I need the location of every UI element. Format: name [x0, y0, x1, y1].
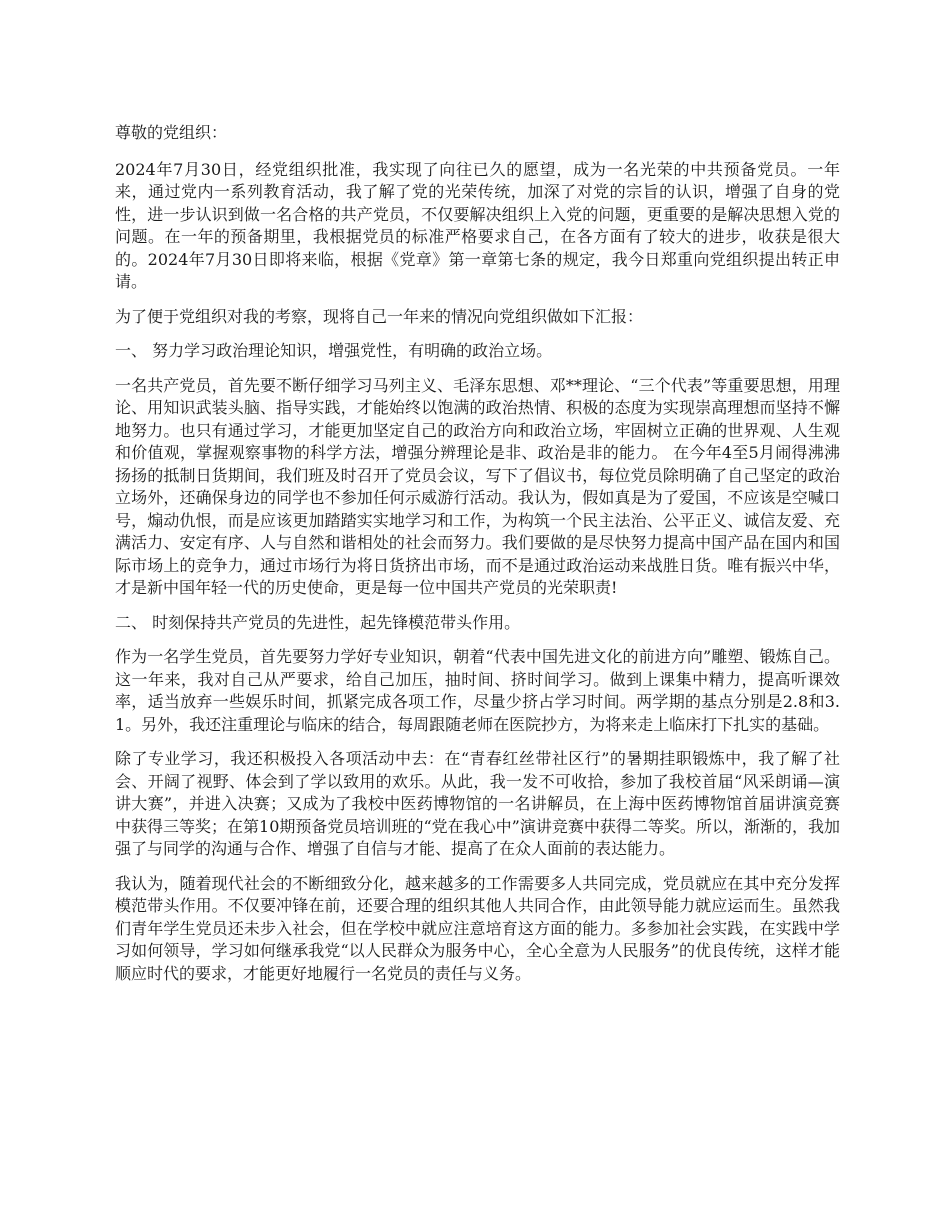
salutation: 尊敬的党组织： [115, 123, 228, 142]
paragraph-section-1: 一名共产党员，首先要不断仔细学习马列主义、毛泽东思想、邓**理论、“三个代表”等重要思想，用理论、用知识武装头脑、指导实践，才能始终以饱满的政治热情、积极的态度为实现崇高理想而坚持不懈地努力。也只有通过学习，才能更加坚定自己的政治方向和政治立场，牢固树立正确的世界观、人生观和价值观，掌握观察事物的科学方法，增强分辨理论是非、政治是非的能力。 在今年4至5月闹得沸沸扬扬的抵制日货期间，我们班及时召开了党员会议，写下了倡议书，每位党员除明确了自己坚定的政治立场外，还确保身边的同学也不参加任何示威游行活动。我认为，假如真是为了爱国，不应该是空喊口号，煽动仇恨，而是应该更加踏踏实实地学习和工作，为构筑一个民主法治、公平正义、诚信友爱、充满活力、安定有序、人与自然和谐相处的社会而努力。我们要做的是尽快努力提高中国产品在国内和国际市场上的竞争力，通过市场行为将日货挤出市场，而不是通过政治运动来战胜日货。唯有振兴中华，才是新中国年轻一代的历史使命，更是每一位中国共产党员的光荣职责! [115, 375, 840, 597]
section-heading-2: 二、 时刻保持共产党员的先进性，起先锋模范带头作用。 [115, 612, 521, 632]
paragraph-activities: 除了专业学习，我还积极投入各项活动中去：在“青春红丝带社区行”的暑期挂职锻炼中，我了解了社会、开阔了视野、体会到了学以致用的欢乐。从此，我一发不可收拾，参加了我校首届“风采朗诵—演讲大赛”，并进入决赛；又成为了我校中医药博物馆的一名讲解员，在上海中医药博物馆首届讲演竞赛中获得三等奖；在第10期预备党员培训班的“党在我心中”演讲竞赛中获得二等奖。所以，渐渐的，我加强了与同学的沟通与合作、增强了自信与才能、提高了在众人面前的表达能力。 [115, 749, 840, 858]
document-body [115, 122, 840, 997]
paragraph-report-lead: 为了便于党组织对我的考察，现将自己一年来的情况向党组织做如下汇报： [115, 306, 644, 326]
section-heading-1: 一、 努力学习政治理论知识，增强党性，有明确的政治立场。 [115, 341, 553, 360]
paragraph-intro: 2024年7月30日，经党组织批准，我实现了向往已久的愿望，成为一名光荣的中共预备党员。一年来，通过党内一系列教育活动，我了解了党的光荣传统，加深了对党的宗旨的认识，增强了自身的党性，进一步认识到做一名合格的共产党员，不仅要解决组织上入党的问题，更重要的是解决思想入党的问题。在一年的预备期里，我根据党员的标准严格要求自己，在各方面有了较大的进步，收获是很大的。2024年7月30日即将来临，根据《党章》第一章第七条的规定，我今日郑重向党组织提出转正申请。 [115, 159, 840, 291]
paragraph-leadership: 我认为，随着现代社会的不断细致分化，越来越多的工作需要多人共同完成，党员就应在其中充分发挥模范带头作用。不仅要冲锋在前，还要合理的组织其他人共同合作，由此领导能力就应运而生。虽然我们青年学生党员还未步入社会，但在学校中就应注意培育这方面的能力。多参加社会实践，在实践中学习如何领导，学习如何继承我党“以人民群众为服务中心，全心全意为人民服务”的优良传统，这样才能顺应时代的要求，才能更好地履行一名党员的责任与义务。 [115, 873, 840, 983]
paragraph-study: 作为一名学生党员，首先要努力学好专业知识，朝着“代表中国先进文化的前进方向”雕塑、锻炼自己。这一年来，我对自己从严要求，给自己加压，抽时间、挤时间学习。做到上课集中精力，提高听课效率，适当放弃一些娱乐时间，抓紧完成各项工作，尽量少挤占学习时间。两学期的基点分别是2.8和3.1。另外，我还注重理论与临床的结合，每周跟随老师在医院抄方，为将来走上临床打下扎实的基础。 [115, 647, 840, 734]
